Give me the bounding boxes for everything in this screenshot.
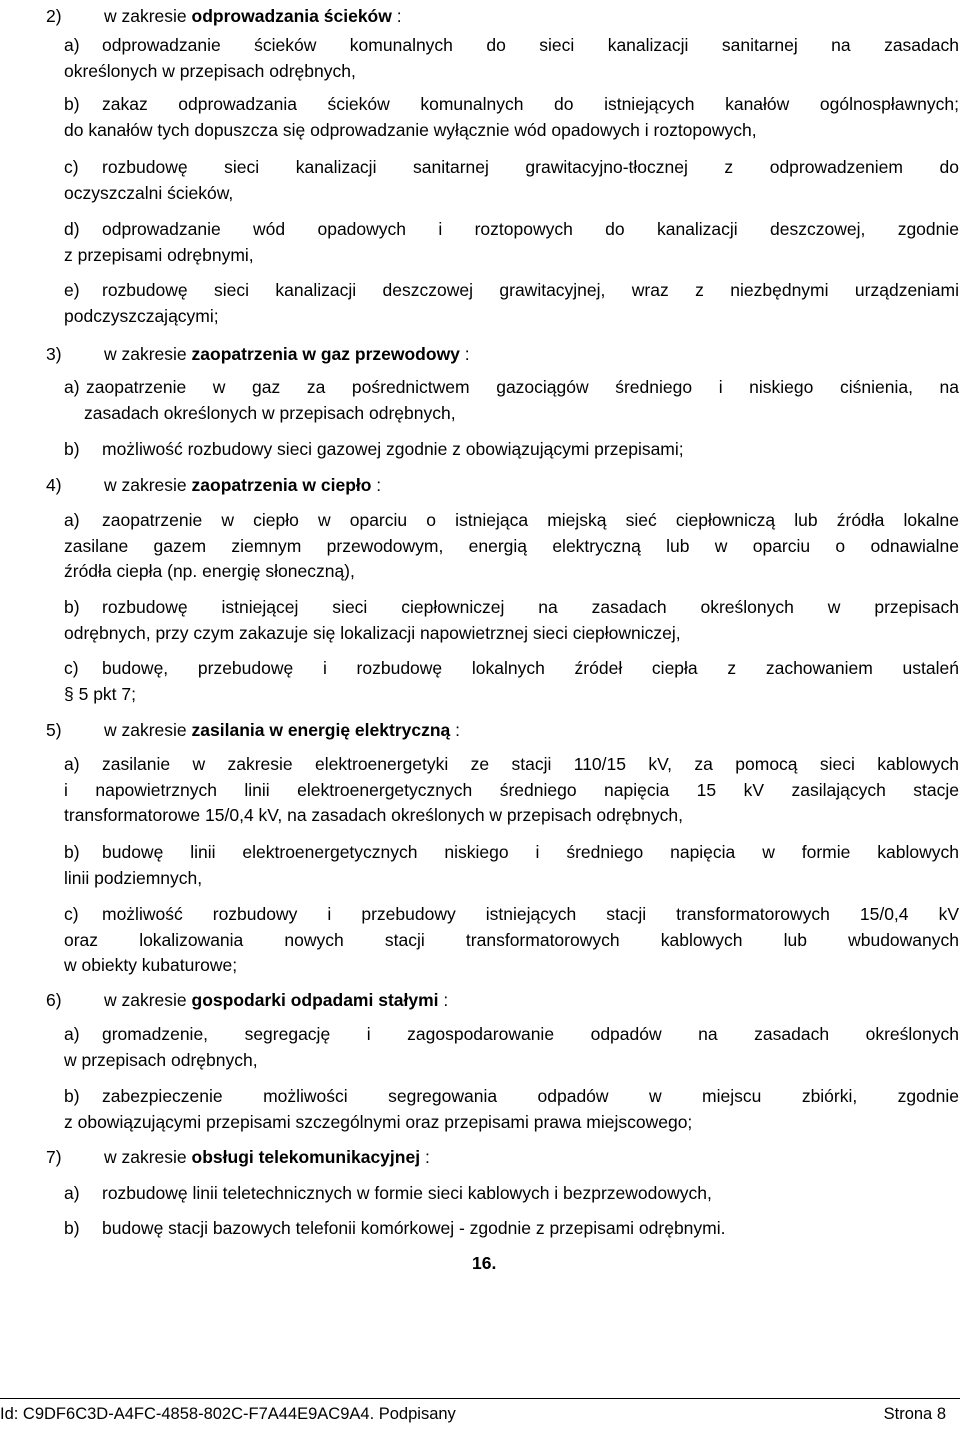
section-number: 2): [46, 6, 62, 26]
list-item: a) zaopatrzenie w gaz za pośrednictwem gazociągów średniego i niskiego ciśnienia, na zasadach określonych w przepisach odrębnych,: [64, 377, 959, 423]
list-item: b) rozbudowę istniejącej sieci ciepłowniczej na zasadach określonych w przepisach odrębnych, przy czym zakazuje się lokalizacji napowietrznej sieci ciepłowniczej,: [64, 597, 959, 643]
list-item: e) rozbudowę sieci kanalizacji deszczowej grawitacyjnej, wraz z niezbędnymi urządzeniami podczyszczającymi;: [64, 280, 959, 326]
list-item: b) budowę stacji bazowych telefonii komórkowej - zgodnie z przepisami odrębnymi.: [64, 1218, 726, 1238]
list-item: c) możliwość rozbudowy i przebudowy istniejących stacji transformatorowych 15/0,4 kV oraz lokalizowania nowych stacji transformatorowych kablowych lub wbudowanych w obiekty kubaturowe;: [64, 904, 959, 975]
list-item: a) rozbudowę linii teletechnicznych w formie sieci kablowych i bezprzewodowych,: [64, 1183, 712, 1203]
list-item: a) gromadzenie, segregację i zagospodarowanie odpadów na zasadach określonych w przepisach odrębnych,: [64, 1024, 959, 1070]
list-item: c) budowę, przebudowę i rozbudowę lokalnych źródeł ciepła z zachowaniem ustaleń § 5 pkt 7;: [64, 658, 959, 704]
section-4-heading: 4) w zakresie zaopatrzenia w ciepło :: [46, 475, 382, 495]
list-item: d) odprowadzanie wód opadowych i roztopowych do kanalizacji deszczowej, zgodnie z przepisami odrębnymi,: [64, 219, 959, 265]
document-id: Id: C9DF6C3D-A4FC-4858-802C-F7A44E9AC9A4. Podpisany: [0, 1405, 456, 1423]
section-3-heading: 3) w zakresie zaopatrzenia w gaz przewodowy :: [46, 344, 470, 364]
section-2-heading: 2) w zakresie odprowadzania ścieków :: [46, 6, 402, 26]
section-7-heading: 7) w zakresie obsługi telekomunikacyjnej :: [46, 1147, 430, 1167]
list-item: c) rozbudowę sieci kanalizacji sanitarnej grawitacyjno-tłocznej z odprowadzeniem do oczyszczalni ścieków,: [64, 157, 959, 203]
paragraph-number: 16.: [472, 1253, 497, 1273]
list-item: a) zaopatrzenie w ciepło w oparciu o istniejąca miejską sieć ciepłowniczą lub źródła lokalne zasilane gazem ziemnym przewodowym, energią elektryczną lub w oparciu o odnawialne źródła ciepła (np. energię słoneczną),: [64, 510, 959, 581]
list-item: b) zakaz odprowadzania ścieków komunalnych do istniejących kanałów ogólnospławnych; do kanałów tych dopuszcza się odprowadzanie wyłącznie wód opadowych i roztopowych,: [64, 94, 959, 140]
list-item: a) odprowadzanie ścieków komunalnych do sieci kanalizacji sanitarnej na zasadach określonych w przepisach odrębnych,: [64, 35, 959, 81]
list-item: a) zasilanie w zakresie elektroenergetyki ze stacji 110/15 kV, za pomocą sieci kablowych i napowietrznych linii elektroenergetycznych średniego napięcia 15 kV zasilających stacje transformatorowe 15/0,4 kV, na zasadach określonych w przepisach odrębnych,: [64, 754, 959, 825]
list-item: b) budowę linii elektroenergetycznych niskiego i średniego napięcia w formie kablowych linii podziemnych,: [64, 842, 959, 888]
page-number: Strona 8: [883, 1405, 946, 1423]
section-6-heading: 6) w zakresie gospodarki odpadami stałymi :: [46, 990, 449, 1010]
section-5-heading: 5) w zakresie zasilania w energię elektryczną :: [46, 720, 461, 740]
section-topic: odprowadzania ścieków: [191, 6, 392, 26]
list-item: b) możliwość rozbudowy sieci gazowej zgodnie z obowiązującymi przepisami;: [64, 439, 684, 459]
list-item: b) zabezpieczenie możliwości segregowania odpadów w miejscu zbiórki, zgodnie z obowiązującymi przepisami szczególnymi oraz przepisami prawa miejscowego;: [64, 1086, 959, 1132]
page-footer: [0, 1398, 960, 1429]
